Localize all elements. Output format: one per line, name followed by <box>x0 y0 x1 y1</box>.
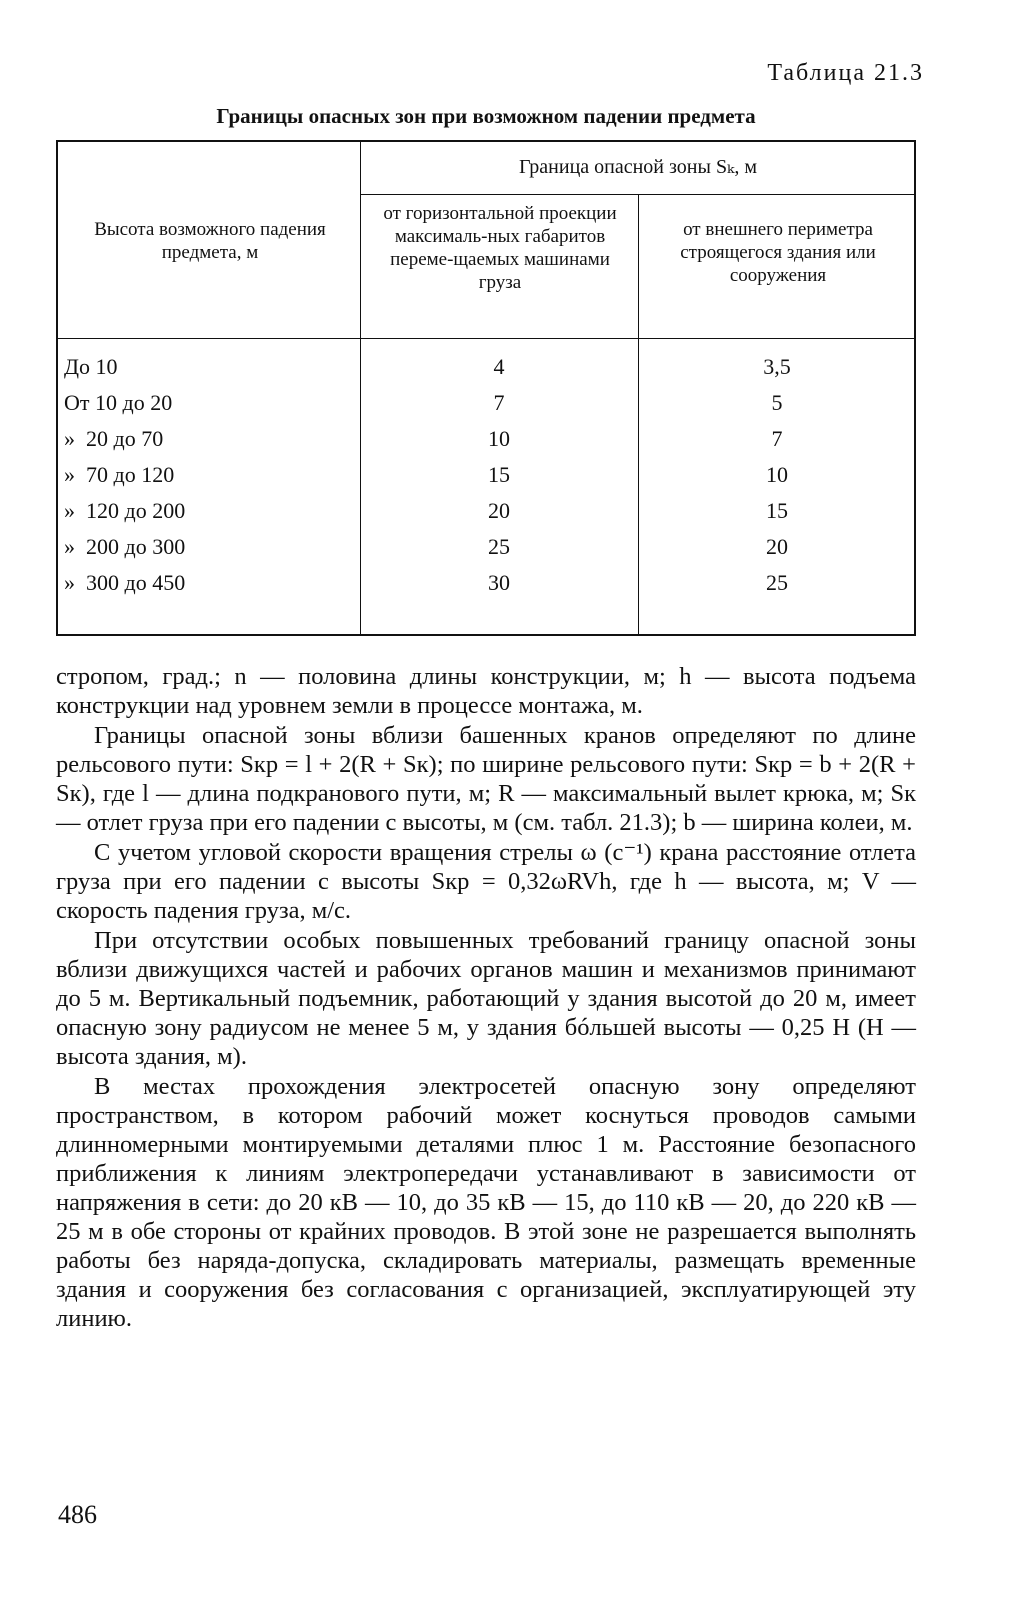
perimeter-distance-cell: 10 <box>766 462 788 487</box>
projection-distance-cell: 4 <box>493 354 505 379</box>
header-divider <box>360 194 914 195</box>
fall-height-cell: От 10 до 20 <box>64 390 173 415</box>
projection-distance-cell: 20 <box>488 498 510 523</box>
projection-distance-cell: 15 <box>488 462 510 487</box>
fall-height-cell: » 300 до 450 <box>64 570 186 595</box>
perimeter-distance-cell: 3,5 <box>763 354 791 379</box>
header-from-perimeter: от внешнего периметра строящегося здания или сооружения <box>680 219 876 286</box>
projection-distance-cell: 25 <box>488 534 510 559</box>
fall-height-cell: » 200 до 300 <box>64 534 186 559</box>
perimeter-distance-cell: 20 <box>766 534 788 559</box>
column-divider <box>360 142 361 634</box>
header-bottom-divider <box>58 338 914 339</box>
fall-height-cell: » 20 до 70 <box>64 426 164 451</box>
fall-height-cell: » 70 до 120 <box>64 462 175 487</box>
paragraph: В местах прохождения электросетей опасную зону определяют пространством, в котором рабочий может коснуться проводов самыми длинномерными монтируемыми деталями плюс 1 м. Расстояние безопасного приближения к линиям электропередачи устанавливают в зависимости от напряжения в сети: до 20 кВ — 10, до 35 кВ — 15, до 110 кВ — 20, до 220 кВ — 25 м в обе стороны от крайних проводов. В этой зоне не разрешается выполнять работы без наряда-допуска, складировать материалы, размещать временные здания и сооружения без согласования с организацией, эксплуатирующей эту линию. <box>56 1073 916 1332</box>
projection-distance-cell: 7 <box>493 390 505 415</box>
perimeter-distance-cell: 15 <box>766 498 788 523</box>
paragraph: Границы опасной зоны вблизи башенных кранов определяют по длине рельсового пути: Sкр = l + 2(R + Sк); по ширине рельсового пути: Sкр = b + 2(R + Sк), где l — длина подкранового пути, м; R — максимальный вылет крюка, м; Sк — отлет груза при его падении с высоты, м (см. табл. 21.3); b — ширина колеи, м. <box>56 722 916 836</box>
body-text <box>56 662 916 1333</box>
paragraph: стропом, град.; n — половина длины конструкции, м; h — высота подъема конструкции над уровнем земли в процессе монтажа, м. <box>56 663 916 719</box>
paragraph: При отсутствии особых повышенных требований границу опасной зоны вблизи движущихся частей и рабочих органов машин и механизмов принимают до 5 м. Вертикальный подъемник, работающий у здания высотой до 20 м, имеет опасную зону радиусом не менее 5 м, у здания бóльшей высоты — 0,25 H (H — высота здания, м). <box>56 927 916 1070</box>
perimeter-distance-cell: 5 <box>771 390 783 415</box>
projection-distance-cell: 10 <box>488 426 510 451</box>
perimeter-distance-cell: 25 <box>766 570 788 595</box>
fall-height-cell: До 10 <box>64 354 118 379</box>
header-hazard-boundary: Граница опасной зоны Sₖ, м <box>518 156 758 178</box>
page-number: 486 <box>58 1500 97 1529</box>
table-caption: Границы опасных зон при возможном падении предмета <box>216 104 756 128</box>
perimeter-distance-cell: 7 <box>771 426 783 451</box>
table-number: Таблица 21.3 <box>767 60 924 86</box>
header-from-projection: от горизонтальной проекции максималь-ных габаритов переме-щаемых машинами груза <box>383 203 617 293</box>
fall-height-cell: » 120 до 200 <box>64 498 186 523</box>
projection-distance-cell: 30 <box>488 570 510 595</box>
header-fall-height: Высота возможного падения предмета, м <box>94 219 326 263</box>
hazard-zone-table <box>56 140 916 636</box>
paragraph: С учетом угловой скорости вращения стрелы ω (с⁻¹) крана расстояние отлета груза при его падении с высоты Sкр = 0,32ωRVh, где h — высота, м; V — скорость падения груза, м/с. <box>56 839 916 924</box>
